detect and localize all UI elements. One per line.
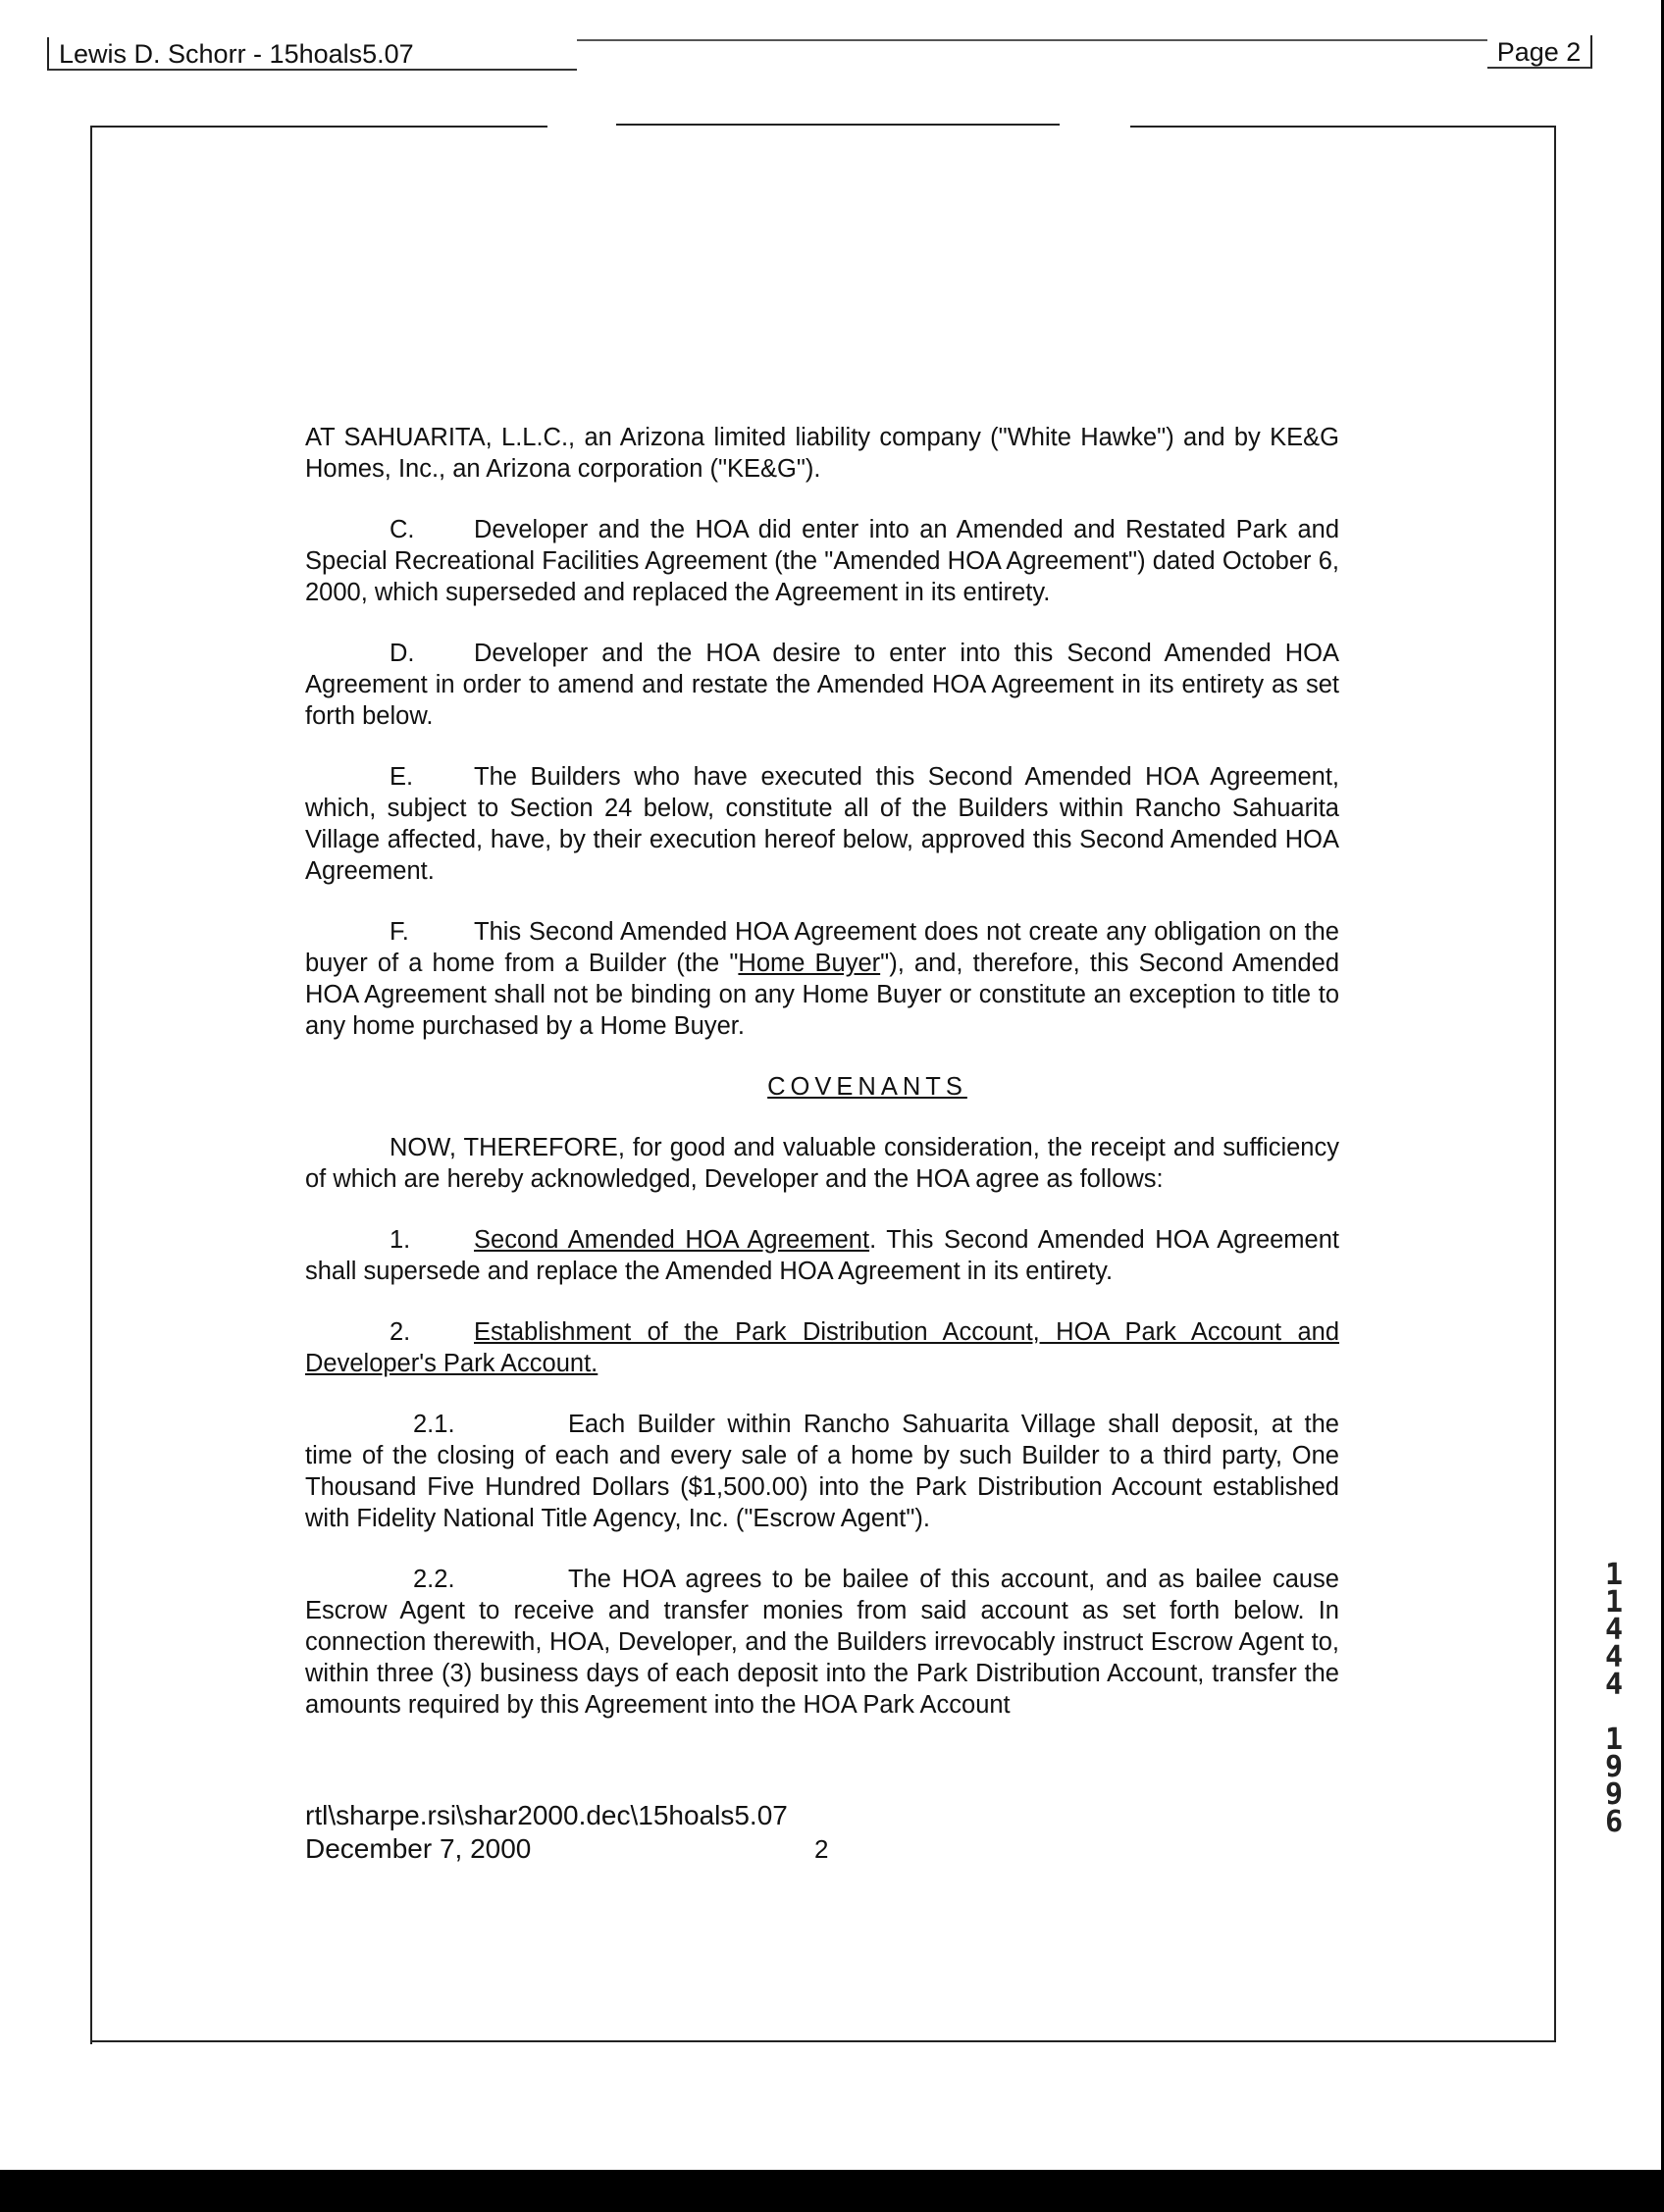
frame-top-middle [616, 124, 1060, 126]
section-number: 1. [390, 1226, 411, 1254]
page-number: 2 [814, 1834, 829, 1864]
recital-e [305, 761, 1339, 887]
stamp-digit: 4 [1604, 1613, 1624, 1647]
subsection-number: 2.1. [413, 1411, 455, 1438]
frame-bottom [90, 2040, 1556, 2042]
frame-top-left [90, 126, 547, 128]
section-2 [305, 1316, 1339, 1379]
recital-label: C. [390, 516, 415, 543]
recital-label: D. [390, 640, 415, 667]
section-title: Second Amended HOA Agreement [474, 1226, 870, 1254]
recital-d [305, 638, 1339, 732]
subsection-text: The HOA agrees to be bailee of this account, and as bailee cause Escrow Agent to receive and transfer monies from said account as set forth below. In connection therewith, HOA, Developer, and the Builders irrevocably instruct Escrow Agent to, within three (3) business days of each deposit into the Park Distribution Account, transfer the amounts required by this Agreement into the HOA Park Account [305, 1566, 1339, 1719]
stamp-digit: 9 [1604, 1750, 1624, 1784]
intro-paragraph: AT SAHUARITA, L.L.C., an Arizona limited liability company ("White Hawke") and by KE&G Homes, Inc., an Arizona corporation ("KE&G"). [305, 424, 1339, 483]
recital-f [305, 916, 1339, 1042]
section-2-1 [305, 1409, 1339, 1534]
stamp-digit: 4 [1604, 1668, 1624, 1702]
recital-label: F. [390, 918, 409, 946]
section-1 [305, 1224, 1339, 1287]
section-2-2 [305, 1564, 1339, 1721]
header-page-label: Page 2 [1487, 35, 1592, 69]
footer-file-path: rtl\sharpe.rsi\shar2000.dec\15hoals5.07 [305, 1800, 788, 1830]
stamp-digit: 9 [1604, 1777, 1624, 1812]
frame-right [1554, 126, 1556, 2042]
subsection-number: 2.2. [413, 1566, 455, 1593]
scan-bottom-band [0, 2170, 1664, 2212]
defined-term-home-buyer: Home Buyer [738, 950, 881, 977]
now-therefore-paragraph: NOW, THEREFORE, for good and valuable consideration, the receipt and sufficiency of which are hereby acknowledged, Developer and the HOA agree as follows: [305, 1134, 1339, 1193]
subsection-text: Each Builder within Rancho Sahuarita Village shall deposit, at the time of the closing of each and every sale of a home by such Builder to a third party, One Thousand Five Hundred Dollars ($1,500.00) into the Park Distribution Account established with Fidelity National Title Agency, Inc. ("Escrow Agent"). [305, 1411, 1339, 1532]
frame-left [90, 126, 92, 2044]
stamp-digit: 6 [1604, 1805, 1624, 1839]
document-body [305, 422, 1339, 1750]
recital-c [305, 514, 1339, 608]
stamp-digit: 4 [1604, 1640, 1624, 1674]
stamp-digit: 1 [1604, 1558, 1624, 1592]
recital-text: This Second Amended HOA Agreement does not create any obligation on the buyer of a home from a Builder (the " [305, 918, 1339, 977]
footer-date: December 7, 2000 [305, 1833, 532, 1864]
frame-top-right [1130, 126, 1556, 128]
covenants-heading: COVENANTS [767, 1073, 967, 1101]
section-text: . This Second Amended HOA Agreement shall supersede and replace the Amended HOA Agreement in its entirety. [305, 1226, 1339, 1285]
header-rule [577, 39, 1487, 41]
recital-text: Developer and the HOA did enter into an Amended and Restated Park and Special Recreational Facilities Agreement (the "Amended HOA Agreement") dated October 6, 2000, which superseded and replaced the Agreement in its entirety. [305, 516, 1339, 606]
recital-text-cont: "), and, therefore, this Second Amended HOA Agreement shall not be binding on any Home Buyer or constitute an exception to title to any home purchased by a Home Buyer. [305, 950, 1339, 1040]
recital-label: E. [390, 763, 414, 791]
header-filename: Lewis D. Schorr - 15hoals5.07 [47, 37, 577, 71]
document-footer [305, 1799, 788, 1866]
stamp-digit: 1 [1604, 1585, 1624, 1620]
section-number: 2. [390, 1318, 411, 1346]
stamp-digit: 1 [1604, 1723, 1624, 1757]
recital-text: The Builders who have executed this Second Amended HOA Agreement, which, subject to Section 24 below, constitute all of the Builders within Rancho Sahuarita Village affected, have, by their execution hereof below, approved this Second Amended HOA Agreement. [305, 763, 1339, 885]
recording-stamp [1599, 1558, 1629, 1839]
section-title: Establishment of the Park Distribution Account, HOA Park Account and Developer's Park Account. [305, 1318, 1339, 1377]
recital-text: Developer and the HOA desire to enter into this Second Amended HOA Agreement in order to amend and restate the Amended HOA Agreement in its entirety as set forth below. [305, 640, 1339, 730]
